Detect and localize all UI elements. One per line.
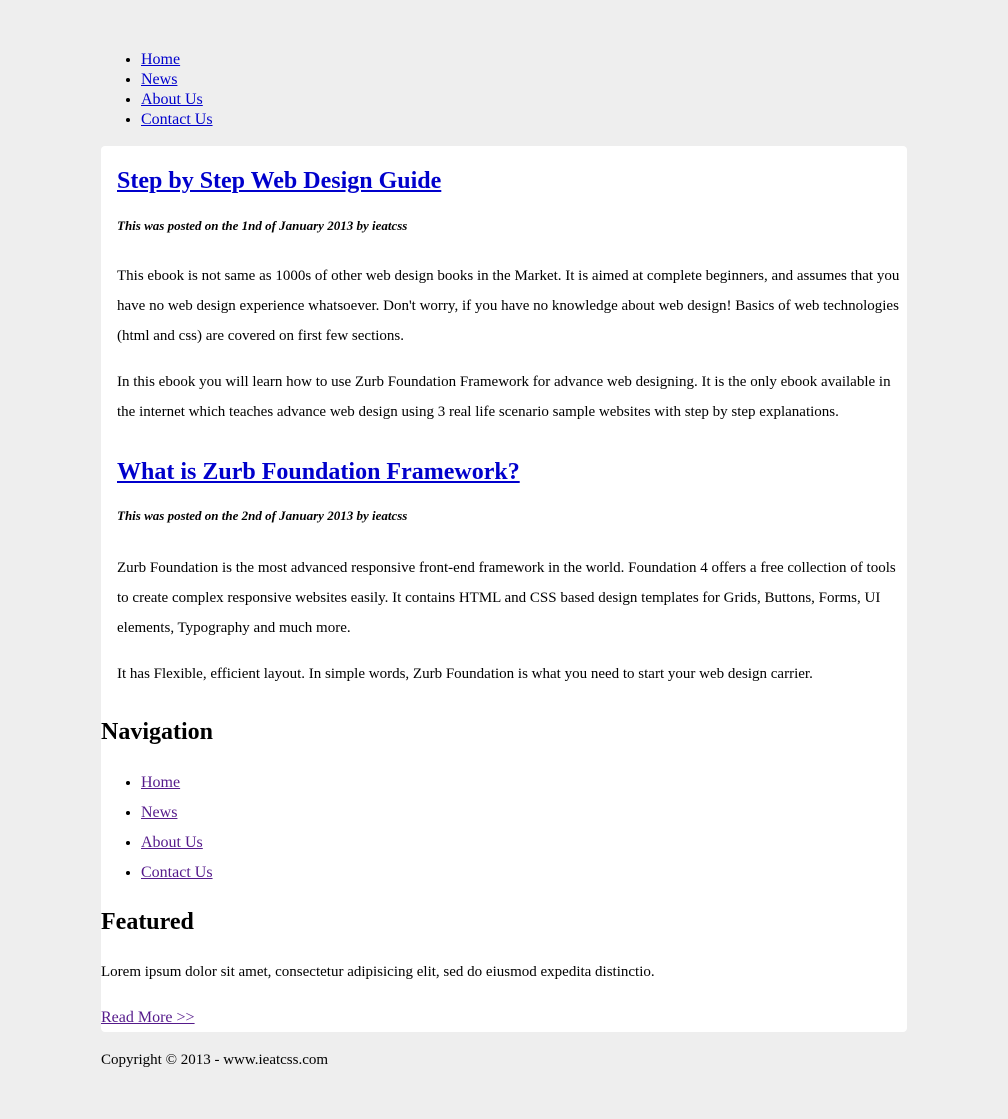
post-title	[117, 458, 909, 486]
sidebar-link-about-us[interactable]: About Us	[141, 834, 203, 851]
top-nav-item-home	[141, 50, 213, 70]
top-navigation	[101, 50, 213, 130]
sidebar-navigation	[101, 768, 213, 888]
featured-heading: Featured	[101, 909, 194, 935]
post-title-link[interactable]: What is Zurb Foundation Framework?	[117, 459, 520, 485]
post-title-link[interactable]: Step by Step Web Design Guide	[117, 168, 442, 194]
post-paragraph: It has Flexible, efficient layout. In simple words, Zurb Foundation is what you need to start your web design carrier.	[117, 666, 813, 682]
content-panel	[101, 146, 907, 1032]
post-paragraph: Zurb Foundation is the most advanced responsive front-end framework in the world. Foundation 4 offers a free collection of tools to create complex responsive websites easily. It contains HTML and CSS based design templates for Grids, Buttons, Forms, UI elements, Typography and much more.	[117, 560, 896, 636]
post-2	[117, 458, 909, 689]
read-more-link[interactable]: Read More >>	[101, 1009, 195, 1026]
sidebar-item-about-us	[141, 828, 213, 858]
top-nav-link-contact-us[interactable]: Contact Us	[141, 111, 213, 128]
footer-copyright: Copyright © 2013 - www.ieatcss.com	[101, 1052, 329, 1068]
top-nav-link-home[interactable]: Home	[141, 51, 181, 68]
sidebar-item-home	[141, 768, 213, 798]
sidebar-link-news[interactable]: News	[141, 804, 178, 821]
sidebar-item-contact-us	[141, 858, 213, 888]
top-nav-link-news[interactable]: News	[141, 71, 178, 88]
post-paragraph: In this ebook you will learn how to use Zurb Foundation Framework for advance web designing. It is the only ebook available in the internet which teaches advance web design using 3 real life scenario sample websites with step by step explanations.	[117, 374, 891, 420]
post-1	[117, 167, 909, 427]
sidebar-item-news	[141, 798, 213, 828]
sidebar-link-home[interactable]: Home	[141, 774, 181, 791]
post-meta: This was posted on the 1nd of January 2013 by ieatcss	[117, 218, 408, 233]
post-title	[117, 167, 909, 195]
post-meta: This was posted on the 2nd of January 2013 by ieatcss	[117, 508, 408, 523]
post-paragraph: This ebook is not same as 1000s of other web design books in the Market. It is aimed at complete beginners, and assumes that you have no web design experience whatsoever. Don't worry, if you have no knowledge about web design! Basics of web technologies (html and css) are covered on first few sections.	[117, 268, 900, 344]
sidebar-link-contact-us[interactable]: Contact Us	[141, 864, 213, 881]
navigation-heading: Navigation	[101, 719, 214, 745]
top-nav-item-news	[141, 70, 213, 90]
top-nav-item-about-us	[141, 90, 213, 110]
top-nav-item-contact-us	[141, 110, 213, 130]
top-nav-link-about-us[interactable]: About Us	[141, 91, 203, 108]
featured-text: Lorem ipsum dolor sit amet, consectetur adipisicing elit, sed do eiusmod expedita distinctio.	[101, 964, 655, 980]
